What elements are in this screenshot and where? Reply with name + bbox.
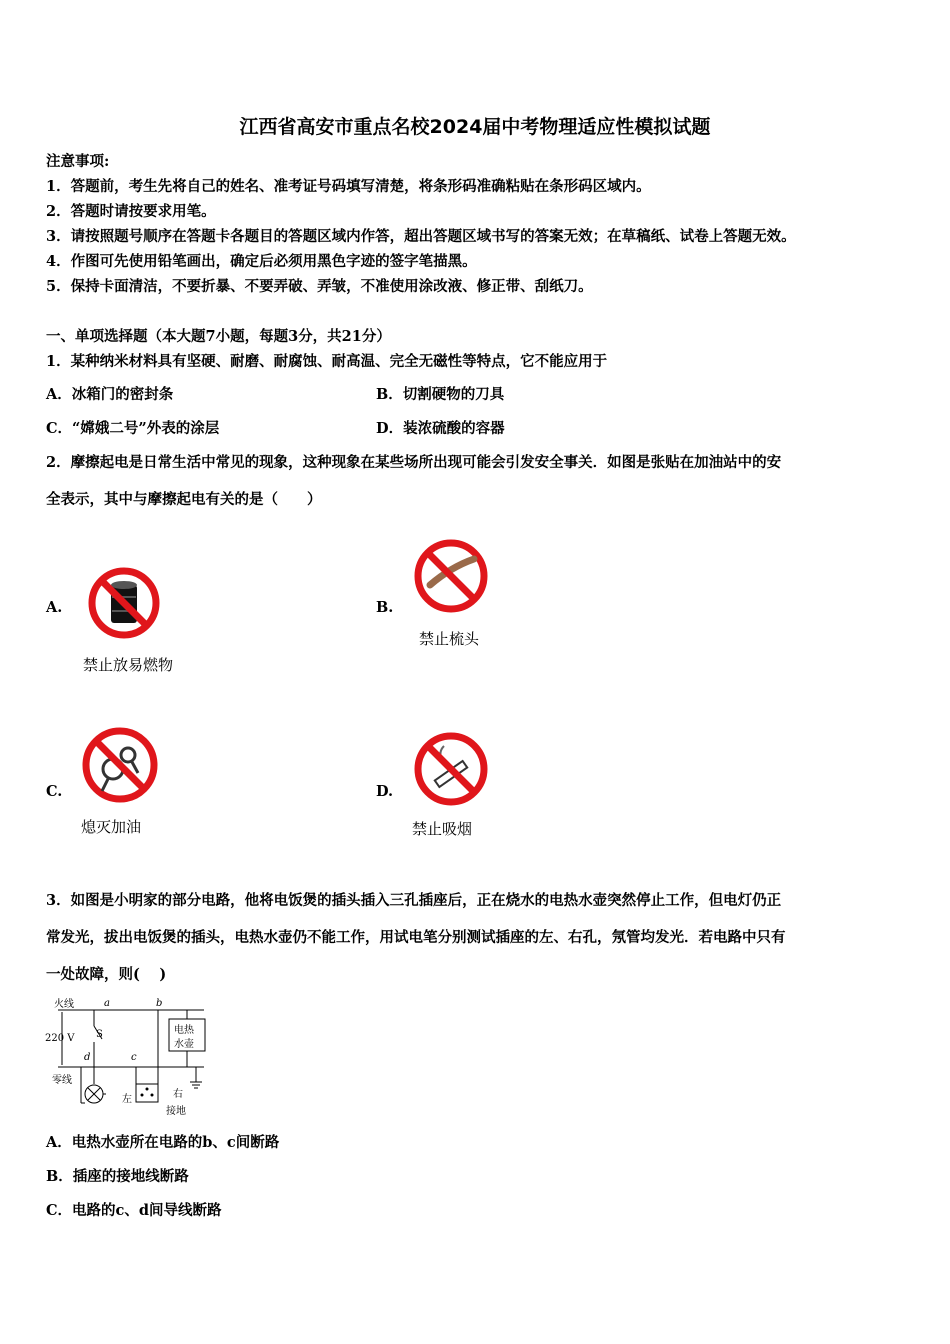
q2-option-c-caption: 熄灭加油 [81, 818, 142, 836]
q2-option-d-caption: 禁止吸烟 [412, 820, 473, 838]
circuit-neutral-label: 零线 [52, 1075, 72, 1086]
no-smoking-sign-icon [412, 730, 490, 808]
notice-heading: 注意事项: [46, 153, 110, 170]
no-combing-sign-icon [412, 537, 490, 615]
circuit-voltage: 220 V [45, 1033, 75, 1044]
circuit-point-b: b [156, 998, 163, 1009]
q3-option-c: C．电路的c、d间导线断路 [46, 1202, 222, 1219]
circuit-point-d: d [84, 1052, 91, 1063]
no-flammables-sign-icon [86, 565, 162, 641]
q3-stem-line3: 一处故障，则( ) [46, 966, 167, 983]
circuit-point-c: c [131, 1052, 137, 1063]
circuit-ground-label: 接地 [166, 1106, 186, 1117]
q3-option-b: B．插座的接地线断路 [46, 1168, 189, 1185]
q1-option-c: C．“嫦娥二号”外表的涂层 [46, 420, 220, 437]
notice-item-5: 5．保持卡面清洁，不要折暴、不要弄破、弄皱，不准使用涂改液、修正带、刮纸刀。 [46, 278, 593, 295]
q1-option-a: A．冰箱门的密封条 [46, 386, 174, 403]
q3-stem-line2: 常发光，拔出电饭煲的插头，电热水壶仍不能工作，用试电笔分别测试插座的左、右孔，氖管均发光．若电路中只有 [46, 929, 786, 946]
circuit-switch: S [96, 1029, 103, 1040]
notice-item-1: 1．答题前，考生先将自己的姓名、准考证号码填写清楚，将条形码准确粘贴在条形码区域内。 [46, 178, 651, 195]
notice-item-4: 4．作图可先使用铅笔画出，确定后必须用黑色字迹的签字笔描黑。 [46, 253, 477, 270]
circuit-kettle-label-2: 水壶 [174, 1039, 194, 1050]
q2-stem-line2: 全表示，其中与摩擦起电有关的是（ ） [46, 491, 322, 508]
circuit-point-a: a [104, 998, 110, 1009]
q1-stem: 1．某种纳米材料具有坚硬、耐磨、耐腐蚀、耐高温、完全无磁性等特点，它不能应用于 [46, 353, 608, 370]
circuit-kettle-label-1: 电热 [174, 1025, 194, 1036]
q3-stem-line1: 3．如图是小明家的部分电路，他将电饭煲的插头插入三孔插座后，正在烧水的电热水壶突然停止工作，但电灯仍正 [46, 892, 782, 909]
page-title: 江西省高安市重点名校2024届中考物理适应性模拟试题 [239, 116, 711, 138]
notice-item-2: 2．答题时请按要求用笔。 [46, 203, 216, 220]
circuit-live-label: 火线 [54, 999, 74, 1010]
section-heading: 一、单项选择题（本大题7小题，每题3分，共21分） [46, 328, 391, 345]
q2-option-a-label: A. [46, 599, 63, 616]
q2-option-a-caption: 禁止放易燃物 [83, 656, 174, 674]
q3-option-a: A．电热水壶所在电路的b、c间断路 [46, 1134, 280, 1151]
notice-item-3: 3．请按照题号顺序在答题卡各题目的答题区域内作答，超出答题区域书写的答案无效；在草稿纸、试卷上答题无效。 [46, 228, 796, 245]
circuit-right-label: 右 [173, 1089, 183, 1100]
q1-option-b: B．切割硬物的刀具 [376, 386, 505, 403]
circuit-left-label: 左 [122, 1094, 132, 1105]
turn-off-engine-sign-icon [80, 725, 160, 805]
q2-option-d-label: D. [376, 783, 394, 800]
q2-stem-line1: 2．摩擦起电是日常生活中常见的现象，这种现象在某些场所出现可能会引发安全事关．如图是张贴在加油站中的安 [46, 454, 782, 471]
q2-option-b-label: B. [376, 599, 394, 616]
q2-option-c-label: C. [46, 783, 63, 800]
q1-option-d: D．装浓硫酸的容器 [376, 420, 505, 437]
q2-option-b-caption: 禁止梳头 [419, 630, 480, 648]
